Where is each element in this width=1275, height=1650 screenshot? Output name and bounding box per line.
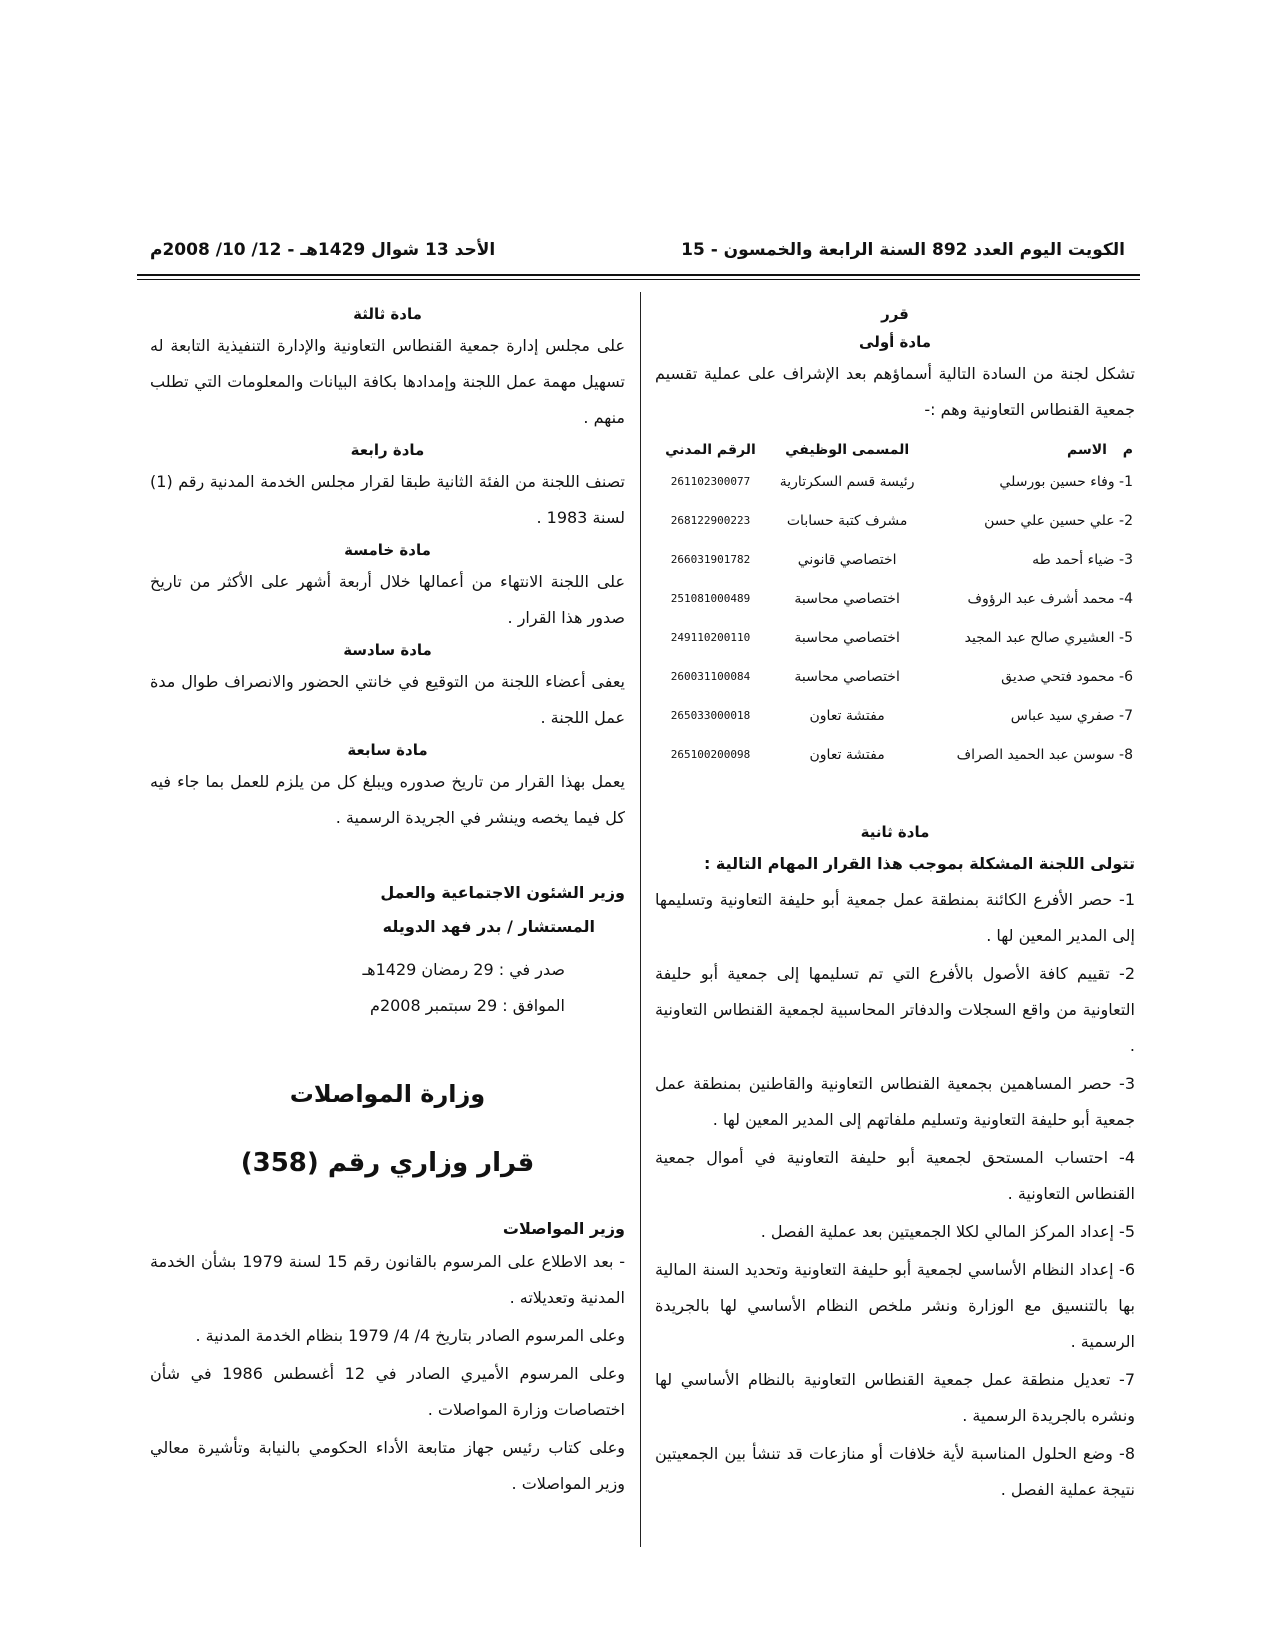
- member-name: 1- وفاء حسين بورسلي: [999, 473, 1133, 490]
- preamble-item: وعلى المرسوم الأميري الصادر في 12 أغسطس 1986 في شأن اختصاصات وزارة المواصلات .: [150, 1364, 626, 1419]
- article4-title: مادة رابعة: [350, 441, 425, 459]
- member-civil-id: 251081000489: [670, 592, 751, 605]
- member-name: 3- ضياء أحمد طه: [1032, 551, 1133, 568]
- task-item: 1- حصر الأفرع الكائنة بمنطقة عمل جمعية أبو حليفة التعاونية وتسليمها إلى المدير المعين لها .: [655, 890, 1135, 945]
- article1-text: تشكل لجنة من السادة التالية أسماؤهم بعد الإشراف على عملية تقسيم جمعية القنطاس التعاونية وهم :-: [655, 364, 1135, 419]
- member-name: 8- سوسن عبد الحميد الصراف: [956, 746, 1133, 763]
- left-column: [150, 300, 625, 1504]
- task-item: 5- إعداد المركز المالي لكلا الجمعيتين بعد عملية الفصل .: [760, 1222, 1135, 1241]
- table-row: [655, 618, 1135, 657]
- member-civil-id: 261102300077: [670, 475, 751, 488]
- member-civil-id: 268122900223: [670, 514, 751, 527]
- issue-date: صدر في : 29 رمضان 1429هـ: [362, 960, 565, 979]
- member-civil-id: 266031901782: [670, 553, 751, 566]
- table-row: [655, 462, 1135, 501]
- article5-text: على اللجنة الانتهاء من أعمالها خلال أربعة أشهر على الأكثر من تاريخ صدور هذا القرار .: [150, 572, 625, 627]
- member-position: مفتشة تعاون: [809, 746, 885, 763]
- member-name: 7- صفري سيد عباس: [1010, 707, 1133, 724]
- task-item: 7- تعديل منطقة عمل جمعية القنطاس التعاونية بالنظام الأساسي لها ونشره بالجريدة الرسمية .: [655, 1370, 1135, 1425]
- member-name: 6- محمود فتحي صديق: [1001, 668, 1133, 685]
- member-civil-id: 260031100084: [670, 670, 751, 683]
- member-name: 5- العشيري صالح عبد المجيد: [964, 629, 1133, 646]
- task-item: 4- احتساب المستحق لجمعية أبو حليفة التعاونية في أموال جمعية القنطاس التعاونية .: [655, 1148, 1135, 1203]
- task-item: 6- إعداد النظام الأساسي لجمعية أبو حليفة التعاونية وتحديد السنة المالية بها بالتنسيق مع الوزارة ونشر ملخص النظام الأساسي لها بالجريدة الرسمية .: [655, 1260, 1135, 1351]
- member-name: 4- محمد أشرف عبد الرؤوف: [967, 590, 1133, 607]
- ministry-heading: وزارة المواصلات: [289, 1080, 486, 1108]
- member-position: اختصاصي محاسبة: [794, 668, 900, 685]
- column-divider: [640, 292, 641, 1547]
- header-date: الأحد 13 شوال 1429هـ - 12/ 10/ 2008م: [150, 240, 496, 260]
- member-civil-id: 249110200110: [670, 631, 751, 644]
- signer-name: المستشار / بدر فهد الدويله: [382, 917, 595, 936]
- task-item: 2- تقييم كافة الأصول بالأفرع التي تم تسليمها إلى جمعية أبو حليفة التعاونية من واقع السجلات والدفاتر المحاسبية لجمعية القنطاس التعاونية .: [655, 964, 1135, 1055]
- article7-title: مادة سابعة: [347, 741, 428, 759]
- preamble-item: وعلى المرسوم الصادر بتاريخ 4/ 4/ 1979 بنظام الخدمة المدنية .: [195, 1326, 625, 1345]
- header-issue-info: الكويت اليوم العدد 892 السنة الرابعة والخمسون - 15: [681, 240, 1125, 260]
- header-name: الاسم: [1067, 442, 1107, 458]
- preamble-item: وعلى كتاب رئيس جهاز متابعة الأداء الحكومي بالنيابة وتأشيرة معالي وزير المواصلات .: [150, 1438, 625, 1493]
- member-name: 2- علي حسين علي حسن: [984, 512, 1133, 529]
- article4-text: تصنف اللجنة من الفئة الثانية طبقا لقرار مجلس الخدمة المدنية رقم (1) لسنة 1983 .: [150, 472, 625, 527]
- article5-title: مادة خامسة: [344, 541, 431, 559]
- member-position: اختصاصي محاسبة: [794, 629, 900, 646]
- signature-block: [150, 876, 625, 1024]
- minister-heading: وزير المواصلات: [502, 1219, 625, 1238]
- member-position: مفتشة تعاون: [809, 707, 885, 724]
- article3-title: مادة ثالثة: [353, 305, 422, 323]
- article7-text: يعمل بهذا القرار من تاريخ صدوره ويبلغ كل من يلزم للعمل بما جاء فيه كل فيما يخصه وينشر في الجريدة الرسمية .: [150, 772, 625, 827]
- table-row: [655, 735, 1135, 774]
- table-row: [655, 579, 1135, 618]
- article2-title: مادة ثانية: [860, 823, 930, 841]
- article6-title: مادة سادسة: [343, 641, 432, 659]
- table-row: [655, 540, 1135, 579]
- right-column: [655, 300, 1135, 1510]
- table-row: [655, 696, 1135, 735]
- header-rule: [137, 274, 1140, 276]
- decides-heading: قرر: [881, 305, 909, 323]
- header-index: م: [1122, 442, 1133, 458]
- corresponding-date: الموافق : 29 سبتمبر 2008م: [370, 996, 565, 1015]
- article2-intro: تتولى اللجنة المشكلة بموجب هذا القرار المهام التالية :: [703, 854, 1135, 873]
- article1-title: مادة أولى: [859, 333, 931, 351]
- member-civil-id: 265033000018: [670, 709, 751, 722]
- committee-table-header: [655, 438, 1135, 462]
- header-position: المسمى الوظيفي: [785, 442, 910, 458]
- task-item: 8- وضع الحلول المناسبة لأية خلافات أو منازعات قد تنشأ بين الجمعيتين نتيجة عملية الفصل .: [655, 1444, 1135, 1499]
- member-civil-id: 265100200098: [670, 748, 751, 761]
- member-position: اختصاصي قانوني: [797, 551, 897, 568]
- article3-text: على مجلس إدارة جمعية القنطاس التعاونية والإدارة التنفيذية التابعة له تسهيل مهمة عمل اللجنة وإمدادها بكافة البيانات والمعلومات التي تطلب منهم .: [150, 336, 625, 427]
- preamble-item: - بعد الاطلاع على المرسوم بالقانون رقم 15 لسنة 1979 بشأن الخدمة المدنية وتعديلاته .: [150, 1252, 626, 1307]
- table-row: [655, 501, 1135, 540]
- task-item: 3- حصر المساهمين بجمعية القنطاس التعاونية والقاطنين بمنطقة عمل جمعية أبو حليفة التعاونية وتسليم ملفاتهم إلى المدير المعين لها .: [655, 1074, 1135, 1129]
- table-row: [655, 657, 1135, 696]
- article6-text: يعفى أعضاء اللجنة من التوقيع في خانتي الحضور والانصراف طوال مدة عمل اللجنة .: [150, 672, 625, 727]
- decree-title: قرار وزاري رقم (358): [240, 1148, 535, 1178]
- committee-table: [655, 438, 1135, 774]
- member-position: رئيسة قسم السكرتارية: [779, 473, 915, 490]
- header-civil-id: الرقم المدني: [665, 442, 756, 458]
- signer-title: وزير الشئون الاجتماعية والعمل: [380, 883, 625, 902]
- member-position: اختصاصي محاسبة: [794, 590, 900, 607]
- header-rule-thin: [137, 279, 1140, 280]
- member-position: مشرف كتبة حسابات: [786, 512, 908, 529]
